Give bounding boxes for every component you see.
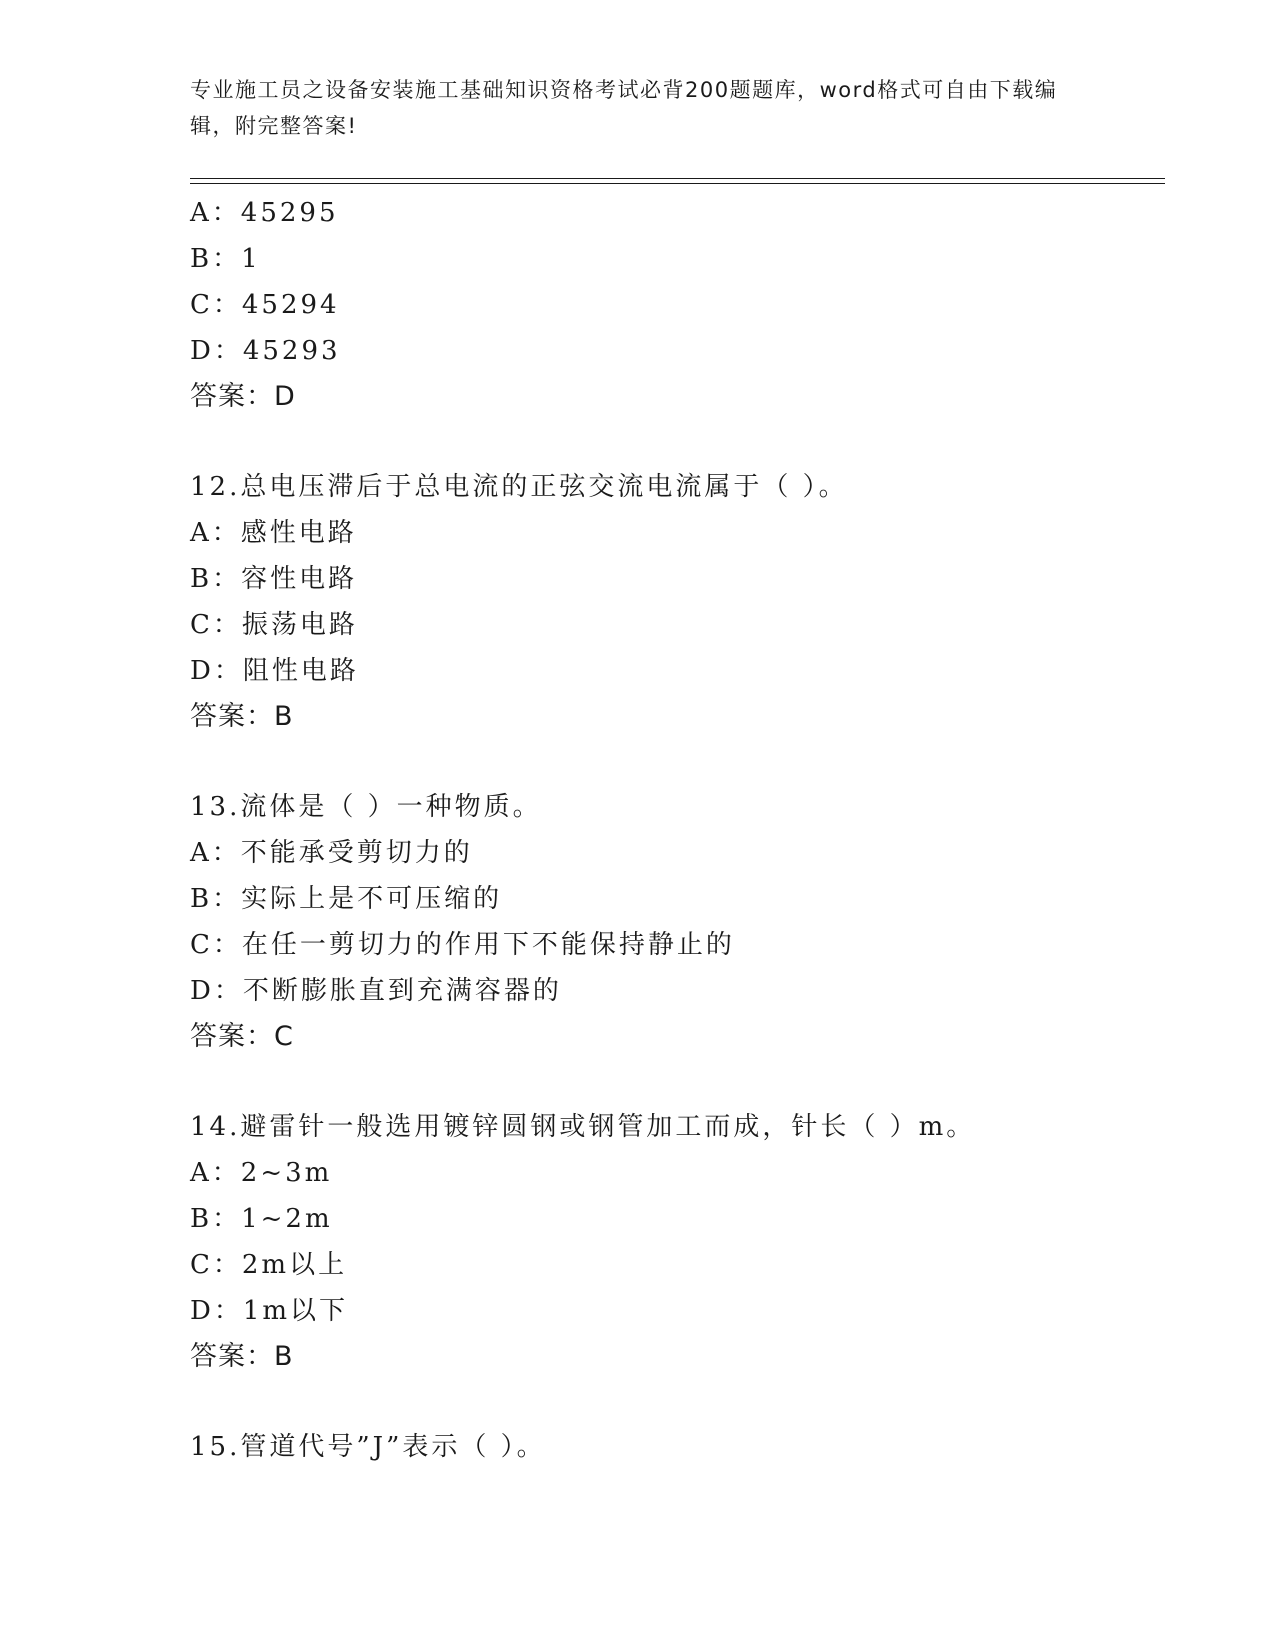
option-b: B：1~2m [190,1204,333,1234]
option-d: D：不断膨胀直到充满容器的 [190,976,562,1006]
question-list [190,190,1165,1470]
option-a: A：感性电路 [190,518,357,548]
answer: 答案：D [190,381,296,412]
header-rule-bottom [190,183,1165,184]
document-header: 专业施工员之设备安装施工基础知识资格考试必背200题题库，word格式可自由下载编辑，附完整答案! [190,78,1058,138]
question-text: 12.总电压滞后于总电流的正弦交流电流属于（ ）。 [190,472,848,502]
spacer [190,740,1165,784]
question-11 [190,190,1165,420]
option-c: C：在任一剪切力的作用下不能保持静止的 [190,930,735,960]
header-rule-top [190,178,1165,179]
option-c: C：振荡电路 [190,610,358,640]
question-text: 15.管道代号”J”表示（ ）。 [190,1432,546,1462]
option-b: B：1 [190,244,261,274]
option-a: A：45295 [190,198,339,228]
question-14 [190,1104,1165,1380]
option-d: D：45293 [190,336,341,366]
answer: 答案：B [190,701,294,732]
question-text: 14.避雷针一般选用镀锌圆钢或钢管加工而成，针长（ ）m。 [190,1112,976,1142]
option-a: A：2~3m [190,1158,333,1188]
option-d: D：阻性电路 [190,656,359,686]
option-b: B：容性电路 [190,564,358,594]
option-d: D：1m以下 [190,1296,349,1326]
question-text: 13.流体是（ ）一种物质。 [190,792,542,822]
option-b: B：实际上是不可压缩的 [190,884,503,914]
answer: 答案：B [190,1341,294,1372]
question-13 [190,784,1165,1060]
spacer [190,1380,1165,1424]
answer: 答案：C [190,1021,294,1052]
option-c: C：45294 [190,290,340,320]
spacer [190,1060,1165,1104]
spacer [190,420,1165,464]
option-a: A：不能承受剪切力的 [190,838,473,868]
question-15 [190,1424,1165,1470]
option-c: C：2m以上 [190,1250,348,1280]
question-12 [190,464,1165,740]
